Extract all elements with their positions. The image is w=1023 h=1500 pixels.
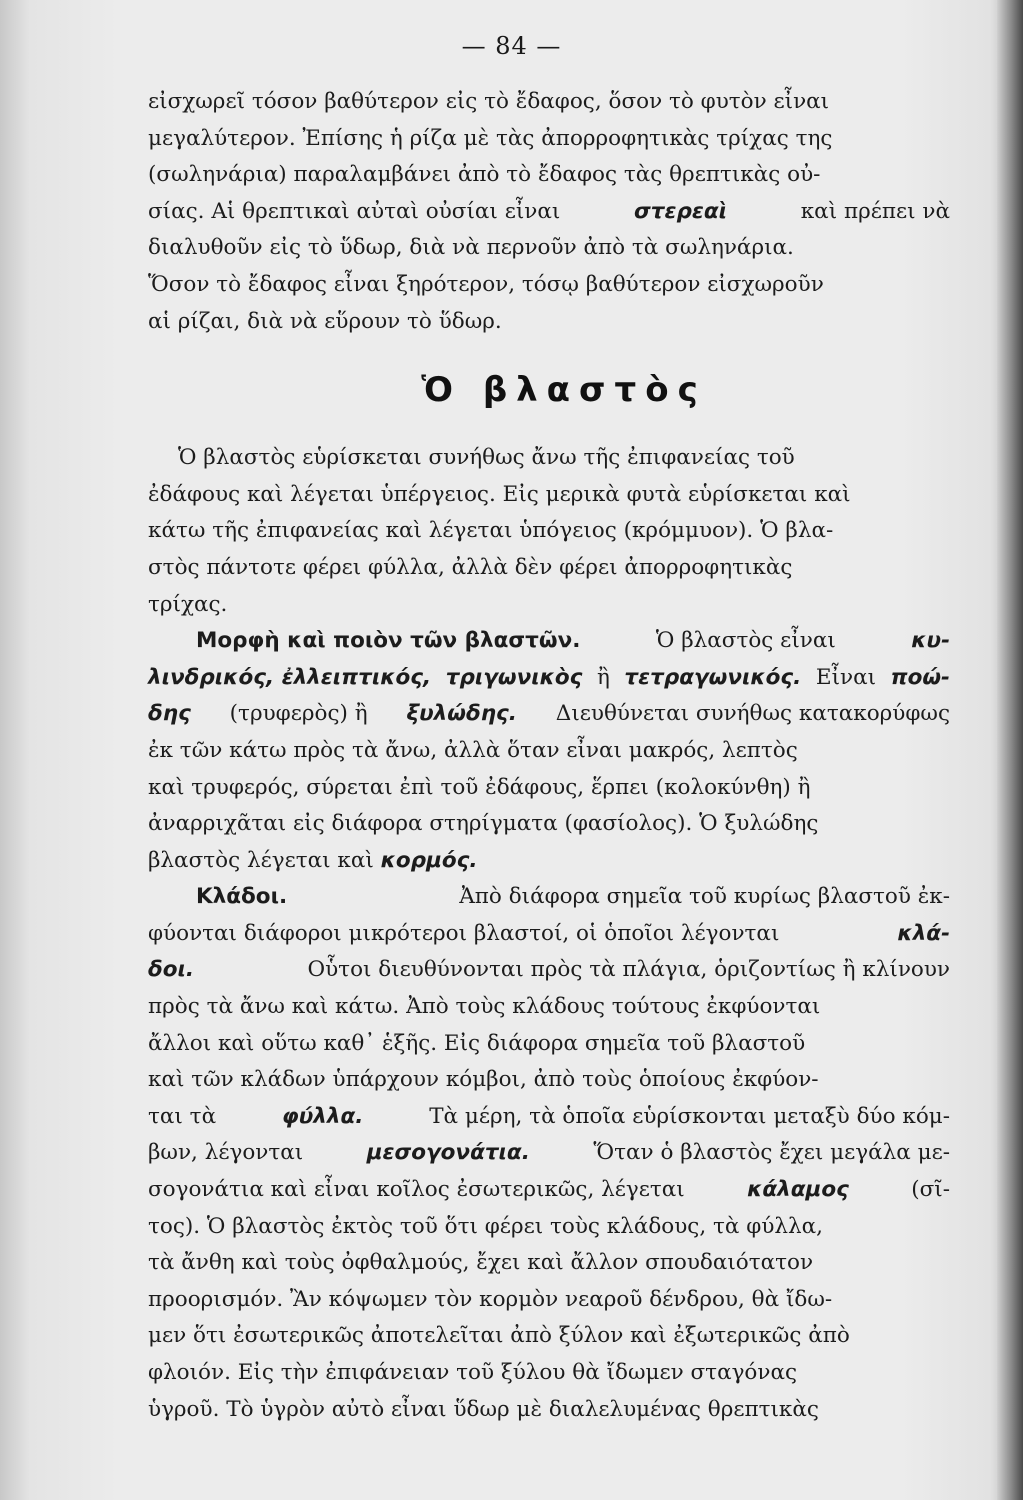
text-line: βων, λέγονται μεσογονάτια. Ὅταν ὁ βλαστὸς ἔχει μεγάλα με- <box>148 1135 950 1172</box>
text-line: εἰσχωρεῖ τόσον βαθύτερον εἰς τὸ ἔδαφος, ὅσον τὸ φυτὸν εἶναι <box>148 89 830 114</box>
text-line: σίας. Αἱ θρεπτικαὶ αὐταὶ οὐσίαι εἶναι στερεαὶ καὶ πρέπει νὰ <box>148 194 950 231</box>
text-line: πρὸς τὰ ἄνω καὶ κάτω. Ἀπὸ τοὺς κλάδους τούτους ἐκφύονται <box>148 994 821 1020</box>
text-line: κάτω τῆς ἐπιφανείας καὶ λέγεται ὑπόγειος (κρόμμυον). Ὁ βλα- <box>148 518 834 544</box>
text-line: στὸς πάντοτε φέρει φύλλα, ἀλλὰ δὲν φέρει ἀπορροφητικὰς <box>148 554 793 580</box>
subheading-kladoi: Κλάδοι. <box>196 884 288 910</box>
text-line: ἐδάφους καὶ λέγεται ὑπέργειος. Εἰς μερικὰ φυτὰ εὑρίσκεται καὶ <box>148 481 851 507</box>
text-line: ὑγροῦ. Τὸ ὑγρὸν αὐτὸ εἶναι ὕδωρ μὲ διαλελυμένας θρεπτικὰς <box>148 1396 819 1422</box>
section-heading: Ὁ βλαστὸς <box>421 369 707 410</box>
text-line: προορισμόν. Ἂν κόψωμεν τὸν κορμὸν νεαροῦ δένδρου, θὰ ἴδω- <box>148 1286 833 1312</box>
text-line: δης (τρυφερὸς) ἢ ξυλώδης. Διευθύνεται συνήθως κατακορύφως <box>148 701 950 727</box>
text-line: ἐκ τῶν κάτω πρὸς τὰ ἄνω, ἀλλὰ ὅταν εἶναι μακρός, λεπτὸς <box>148 737 798 763</box>
text-line: Ὅσον τὸ ἔδαφος εἶναι ξηρότερον, τόσῳ βαθύτερον εἰσχωροῦν <box>148 271 824 297</box>
text-line: φλοιόν. Εἰς τὴν ἐπιφάνειαν τοῦ ξύλου θὰ ἴδωμεν σταγόνας <box>148 1360 798 1385</box>
term-mesogonatia: μεσογονάτια. <box>366 1140 530 1166</box>
text-line: τος). Ὁ βλαστὸς ἐκτὸς τοῦ ὅτι φέρει τοὺς κλάδους, τὰ φύλλα, <box>148 1213 823 1239</box>
text-line: δοι. Οὗτοι διευθύνονται πρὸς τὰ πλάγια, ὁριζοντίως ἢ κλίνουν <box>148 957 950 983</box>
term-kormos: κορμός. <box>380 847 478 873</box>
text-line: σογονάτια καὶ εἶναι κοῖλος ἐσωτερικῶς, λέγεται κάλαμος (σῖ- <box>148 1172 950 1209</box>
text-line: βλαστὸς λέγεται καὶ κορμός. <box>148 843 950 880</box>
text-line: (σωληνάρια) παραλαμβάνει ἀπὸ τὸ ἔδαφος τὰς θρεπτικὰς οὐ- <box>148 162 821 188</box>
page-body <box>148 84 950 1428</box>
term-fylla: φύλλα. <box>281 1103 364 1129</box>
term-kalamos: κάλαμος <box>747 1177 849 1203</box>
text-line: Ὁ βλαστὸς εὑρίσκεται συνήθως ἄνω τῆς ἐπιφανείας τοῦ <box>178 445 795 471</box>
term-stereai: στερεαὶ <box>634 198 727 224</box>
text-line: ἄλλοι καὶ οὕτω καθ᾿ ἑξῆς. Εἰς διάφορα σημεῖα τοῦ βλαστοῦ <box>148 1030 806 1056</box>
book-spine-shadow <box>997 0 1023 1500</box>
text-line: ται τὰ φύλλα. Τὰ μέρη, τὰ ὁποῖα εὑρίσκονται μεταξὺ δύο κόμ- <box>148 1099 950 1136</box>
text-line: τρίχας. <box>148 591 228 617</box>
text-line: Κλάδοι. Ἀπὸ διάφορα σημεῖα τοῦ κυρίως βλαστοῦ ἐκ- <box>148 879 950 916</box>
text-line: διαλυθοῦν εἰς τὸ ὕδωρ, διὰ νὰ περνοῦν ἀπὸ τὰ σωληνάρια. <box>148 235 794 261</box>
text-line: ἀναρριχᾶται εἰς διάφορα στηρίγματα (φασίολος). Ὁ ξυλώδης <box>148 811 819 837</box>
text-line: τὰ ἄνθη καὶ τοὺς ὀφθαλμούς, ἔχει καὶ ἄλλον σπουδαιότατον <box>148 1250 814 1276</box>
text-line: καὶ τρυφερός, σύρεται ἐπὶ τοῦ ἐδάφους, ἕρπει (κολοκύνθη) ἢ <box>148 774 811 800</box>
text-line: καὶ τῶν κλάδων ὑπάρχουν κόμβοι, ἀπὸ τοὺς ὁποίους ἐκφύον- <box>148 1067 819 1093</box>
text-line: αἱ ρίζαι, διὰ νὰ εὕρουν τὸ ὕδωρ. <box>148 308 502 334</box>
text-line: λινδρικός, ἐλλειπτικός, τριγωνικὸς ἢ τετραγωνικός. Εἶναι ποώ- <box>148 664 950 690</box>
text-line: μεν ὅτι ἐσωτερικῶς ἀποτελεῖται ἀπὸ ξύλον καὶ ἐξωτερικῶς ἀπὸ <box>148 1323 850 1349</box>
text-line: μεγαλύτερον. Ἐπίσης ἡ ρίζα μὲ τὰς ἀπορροφητικὰς τρίχας της <box>148 125 833 151</box>
page-number: — 84 — <box>461 32 562 60</box>
text-line: φύονται διάφοροι μικρότεροι βλαστοί, οἱ ὁποῖοι λέγονται κλά- <box>148 920 950 946</box>
subheading-morfi: Μορφὴ καὶ ποιὸν τῶν βλαστῶν. <box>196 628 581 654</box>
text-line: Μορφὴ καὶ ποιὸν τῶν βλαστῶν. Ὁ βλαστὸς εἶναι κυ- <box>148 623 950 660</box>
